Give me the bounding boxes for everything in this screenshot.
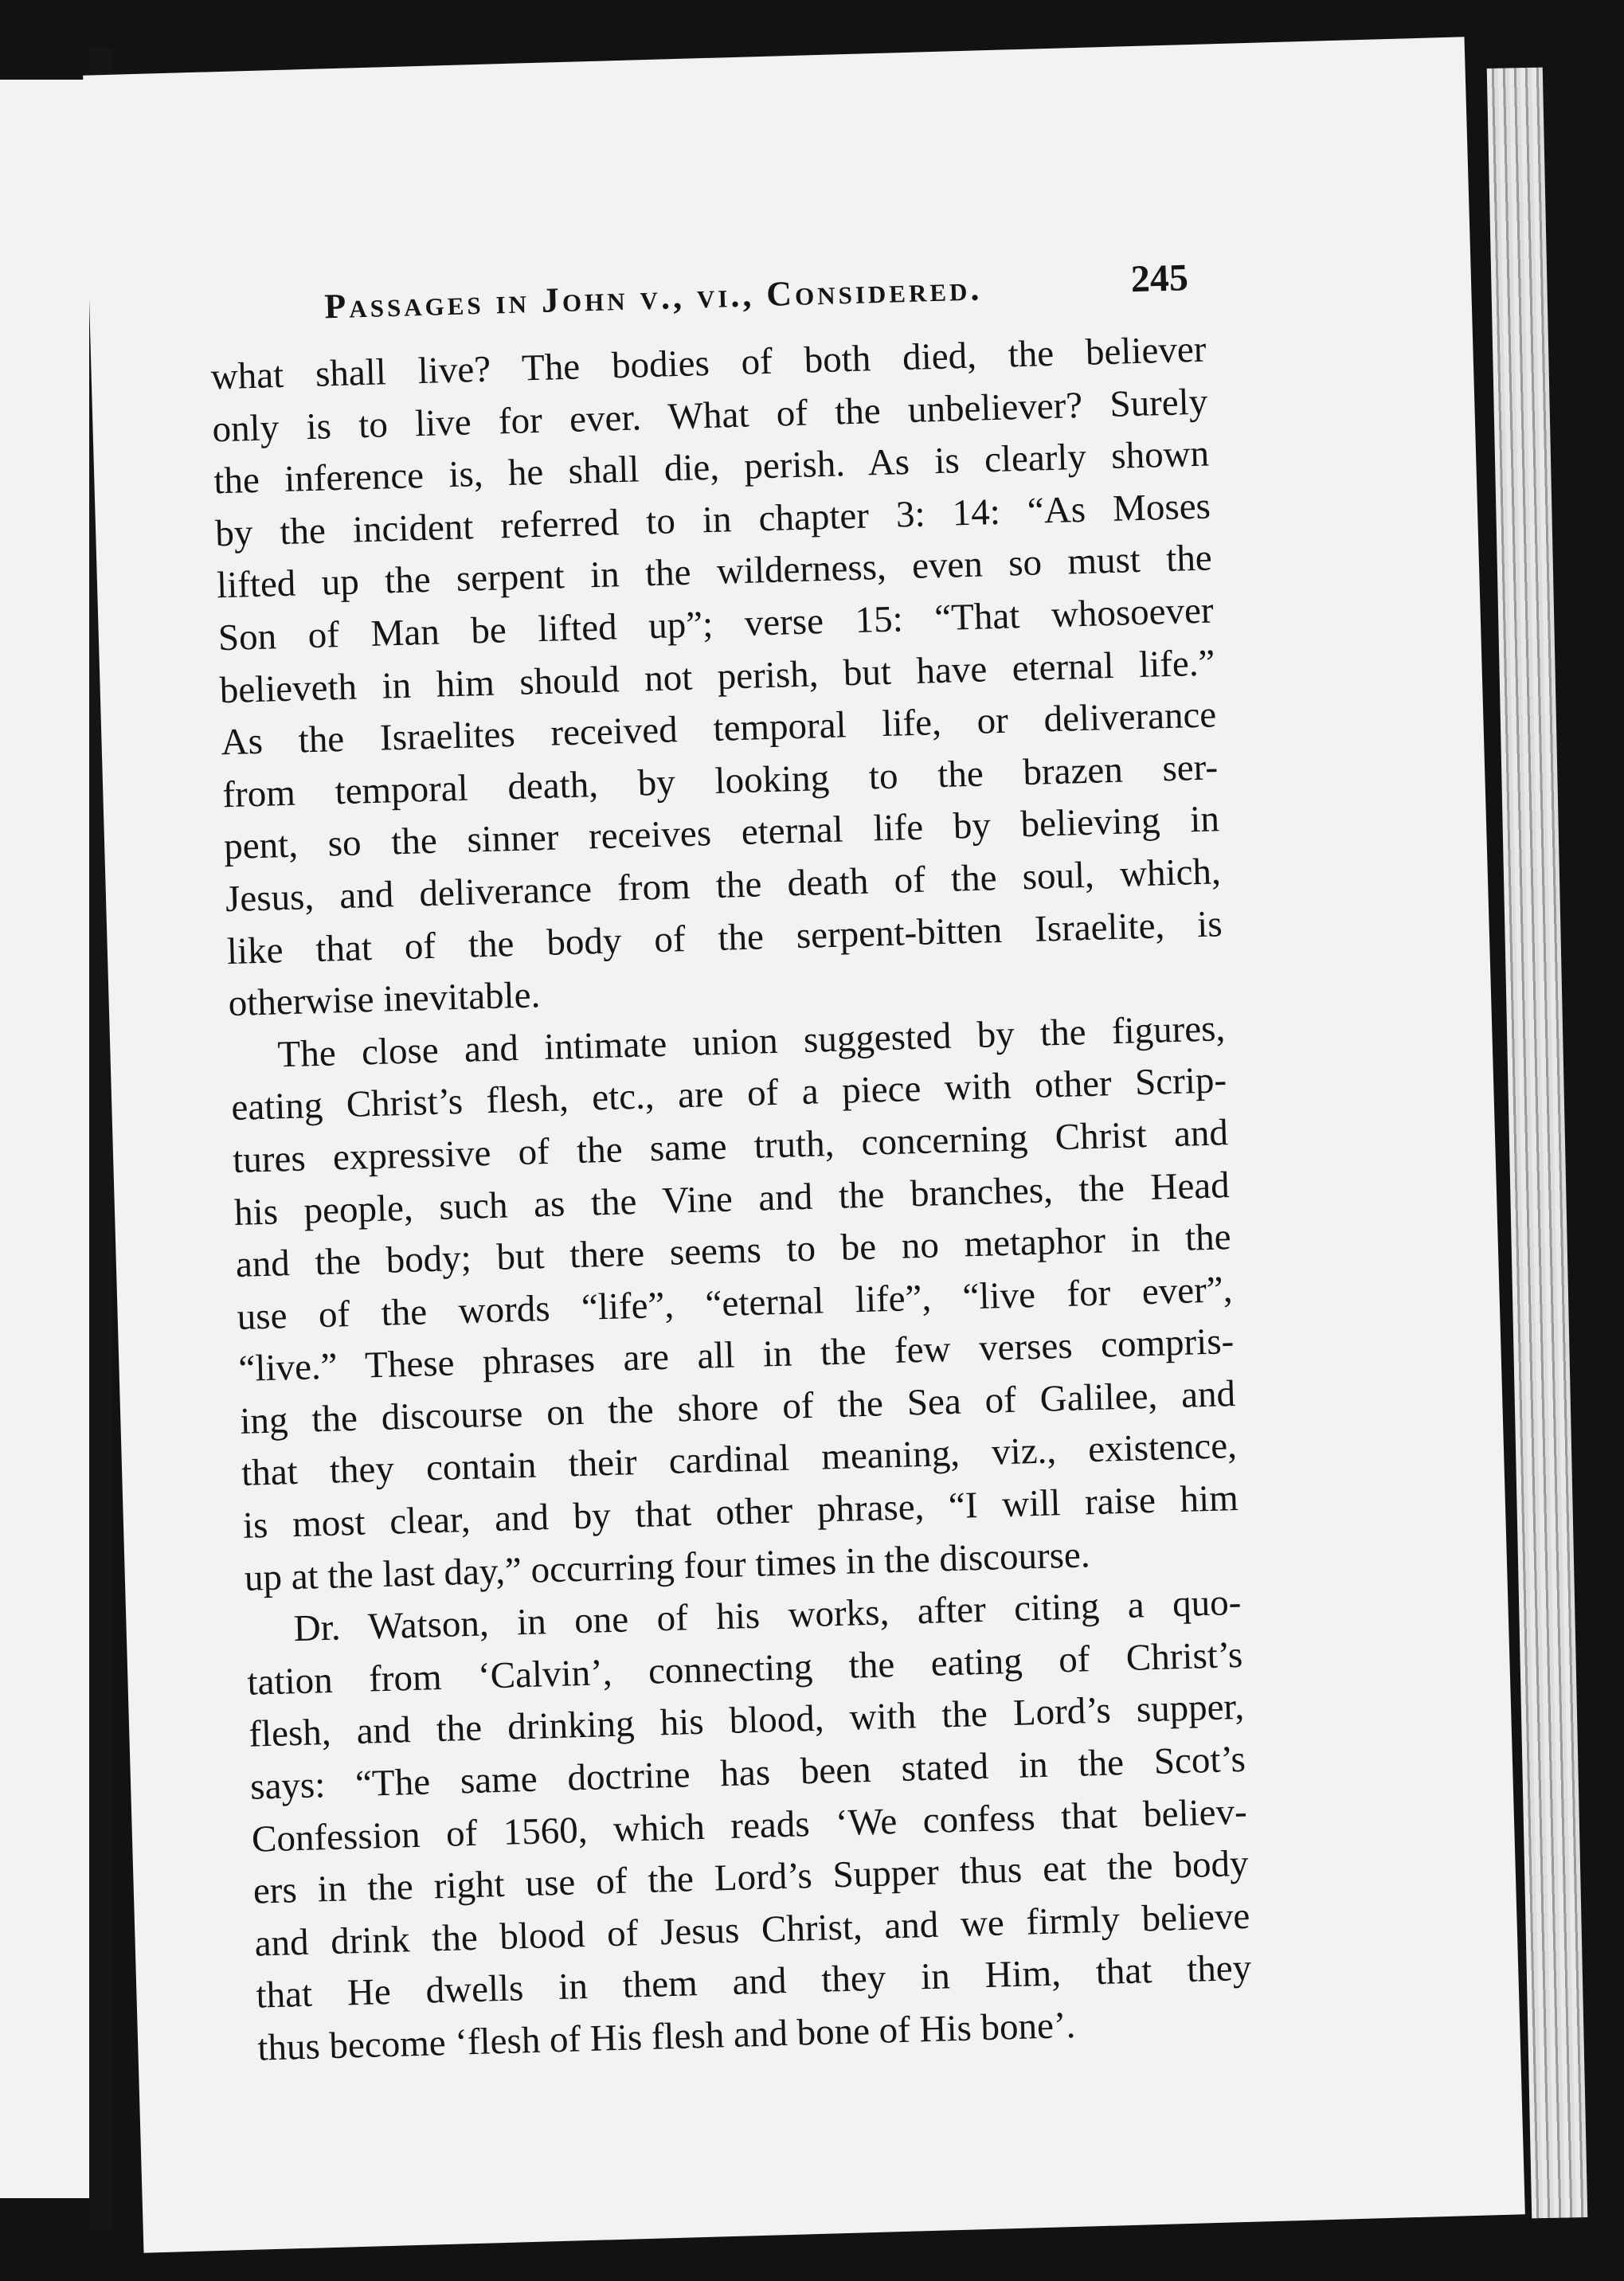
text-line: only is to live for ever. What of the unbeliever? Surely bbox=[211, 381, 1208, 450]
text-line: ing the discourse on the shore of the Sea of Galilee, and bbox=[239, 1372, 1236, 1442]
text-line: use of the words “life”, “eternal life”, “live for ever”, bbox=[237, 1268, 1233, 1338]
text-line: ers in the right use of the Lord’s Supper thus eat the body bbox=[252, 1843, 1250, 1912]
text-line: and drink the blood of Jesus Christ, and we firmly believe bbox=[254, 1895, 1250, 1965]
page-number: 245 bbox=[1130, 256, 1189, 301]
text-line: flesh, and the drinking his blood, with the Lord’s supper, bbox=[248, 1686, 1245, 1756]
paragraph bbox=[245, 1577, 1254, 2075]
text-line: Jesus, and deliverance from the death of the soul, which, bbox=[225, 851, 1222, 921]
text-line: says: “The same doctrine has been stated in the Scot’s bbox=[249, 1738, 1246, 1808]
text-line: what shall live? The bodies of both died, the believer bbox=[210, 328, 1207, 398]
text-line: by the incident referred to in chapter 3: 14: “As Moses bbox=[214, 485, 1211, 555]
text-line: believeth in him should not perish, but have eternal life.” bbox=[219, 641, 1216, 711]
text-line: The close and intimate union suggested by the figures, bbox=[276, 1007, 1226, 1076]
text-line: is most clear, and by that other phrase, “I will raise him bbox=[242, 1477, 1239, 1547]
text-block bbox=[208, 256, 1253, 2076]
paragraph bbox=[229, 1003, 1241, 1605]
text-line: and the body; but there seems to be no metaphor in the bbox=[235, 1216, 1232, 1286]
text-line: lifted up the serpent in the wilderness, even so must the bbox=[216, 537, 1213, 607]
text-line: his people, such as the Vine and the branches, the Head bbox=[233, 1164, 1231, 1234]
text-line: Dr. Watson, in one of his works, after citing a quo- bbox=[292, 1582, 1242, 1650]
text-line: from temporal death, by looking to the brazen ser- bbox=[221, 746, 1219, 816]
text-line: As the Israelites received temporal life, or deliverance bbox=[220, 694, 1217, 764]
text-line: tures expressive of the same truth, concerning Christ and bbox=[232, 1112, 1229, 1181]
text-line: otherwise inevitable. bbox=[228, 974, 541, 1025]
text-line: tation from ‘Calvin’, connecting the eating of Christ’s bbox=[246, 1633, 1243, 1704]
running-title: Passages in John v., vi., Considered. bbox=[323, 268, 983, 327]
text-line: Son of Man be lifted up”; verse 15: “That whosoever bbox=[217, 589, 1215, 659]
text-line: like that of the body of the serpent-bitten Israelite, is bbox=[226, 902, 1223, 972]
paragraph bbox=[210, 324, 1224, 1031]
text-line: that He dwells in them and they in Him, that they bbox=[255, 1947, 1252, 2017]
book-page bbox=[83, 37, 1525, 2252]
text-line: the inference is, he shall die, perish. As is clearly shown bbox=[213, 432, 1210, 503]
text-line: thus become ‘flesh of His flesh and bone of His bone’. bbox=[256, 2004, 1076, 2069]
text-line: up at the last day,” occurring four times in the discourse. bbox=[244, 1533, 1091, 1599]
text-line: pent, so the sinner receives eternal life by believing in bbox=[223, 798, 1220, 868]
text-line: that they contain their cardinal meaning, viz., existence, bbox=[241, 1425, 1238, 1495]
text-line: Confession of 1560, which reads ‘We confess that believ- bbox=[251, 1790, 1248, 1860]
text-line: “live.” These phrases are all in the few verses compris- bbox=[237, 1320, 1235, 1391]
left-facing-page bbox=[0, 80, 89, 2198]
running-head bbox=[208, 256, 1204, 331]
text-line: eating Christ’s flesh, etc., are of a piece with other Scrip- bbox=[230, 1059, 1227, 1129]
